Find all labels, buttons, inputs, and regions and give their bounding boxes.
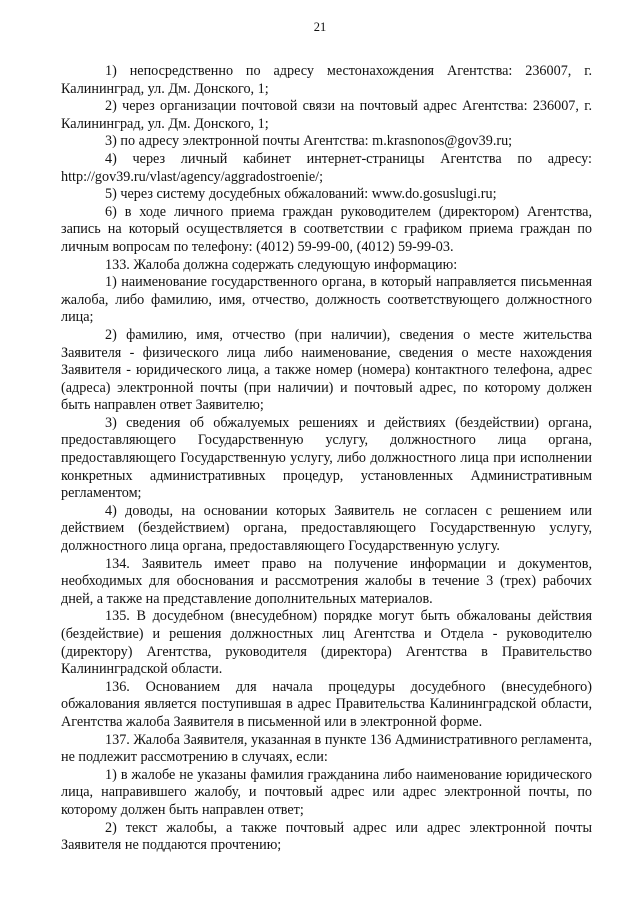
paragraph: 1) непосредственно по адресу местонахождения Агентства: 236007, г. Калининград, ул. Дм. Донского, 1; <box>61 63 592 97</box>
paragraph: 136. Основанием для начала процедуры досудебного (внесудебного) обжалования является поступившая в адрес Правительства Калининградской области, Агентства жалоба Заявителя в письменной или в электронной форме. <box>61 678 592 730</box>
paragraph: 3) по адресу электронной почты Агентства: m.krasnonos@gov39.ru; <box>105 133 513 150</box>
paragraph: 6) в ходе личного приема граждан руководителем (директором) Агентства, запись на который осуществляется в соответствии с графиком приема граждан по личным вопросам по телефону: (4012) 59-99-00, (4012) 59-99-03. <box>61 203 592 255</box>
paragraph: 133. Жалоба должна содержать следующую информацию: <box>105 256 458 273</box>
paragraph: 135. В досудебном (внесудебном) порядке могут быть обжалованы действия (бездействие) и решения должностных лиц Агентства и Отдела - руководителю (директору) Агентства, руководителя (директора) Агентства в Правительство Калининградской области. <box>61 608 592 678</box>
paragraph: 4) доводы, на основании которых Заявитель не согласен с решением или действием (бездействием) органа, предоставляющего Государственную услугу, должностного лица органа, предоставляющего Государственную услугу. <box>61 502 592 555</box>
paragraph: 1) в жалобе не указаны фамилия гражданина либо наименование юридического лица, направившего жалобу, и почтовый адрес или адрес электронной почты, по которому должен быть направлен ответ; <box>61 766 592 818</box>
paragraph: 137. Жалоба Заявителя, указанная в пункте 136 Административного регламента, не подлежит рассмотрению в случаях, если: <box>61 731 592 766</box>
paragraph: 2) фамилию, имя, отчество (при наличии), сведения о месте жительства Заявителя - физического лица либо наименование, сведения о месте нахождения Заявителя - юридического лица, а также номер (номера) контактного телефона, адрес (адреса) электронной почты (при наличии) и почтовый адрес, по которому должен быть направлен ответ Заявителю; <box>61 326 592 414</box>
paragraph: 134. Заявитель имеет право на получение информации и документов, необходимых для обоснования и рассмотрения жалобы в течение 3 (трех) рабочих дней, а также на представление дополнительных материалов. <box>61 555 592 607</box>
paragraph: 2) через организации почтовой связи на почтовый адрес Агентства: 236007, г. Калининград, ул. Дм. Донского, 1; <box>61 98 592 132</box>
page-number: 21 <box>313 20 327 34</box>
paragraph: 2) текст жалобы, а также почтовый адрес или адрес электронной почты Заявителя не поддаются прочтению; <box>61 819 592 854</box>
document-body <box>61 63 592 855</box>
paragraph: 3) сведения об обжалуемых решениях и действиях (бездействии) органа, предоставляющего Государственную услугу, должностного лица органа, предоставляющего Государственную услугу, либо должностного лица при исполнении конкретных административных процедур, установленных Административным регламентом; <box>61 414 592 502</box>
paragraph: 5) через систему досудебных обжалований: www.do.gosuslugi.ru; <box>105 186 497 203</box>
paragraph: 4) через личный кабинет интернет-страницы Агентства по адресу: http://gov39.ru/vlast/agency/aggradostroenie/; <box>61 150 592 185</box>
paragraph: 1) наименование государственного органа, в который направляется письменная жалоба, либо фамилию, имя, отчество, должность соответствующего должностного лица; <box>61 274 592 326</box>
